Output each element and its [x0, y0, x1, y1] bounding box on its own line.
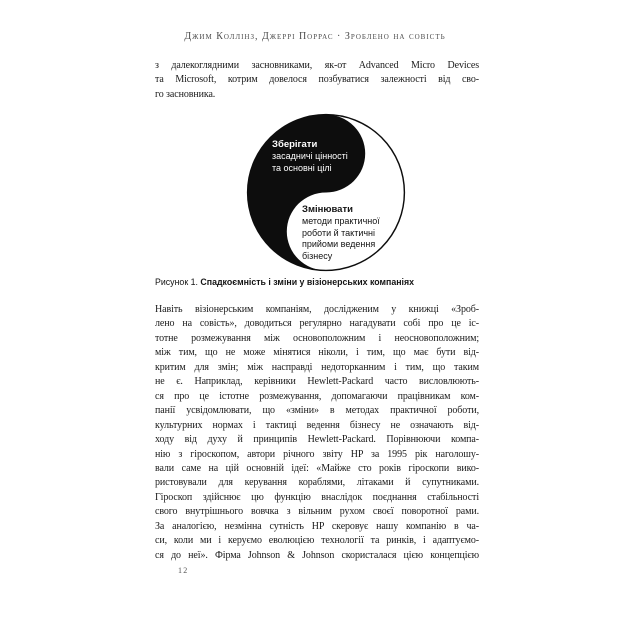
body-text-line: вали саме на цій основній ідеї: «Майже сто років гіроскопи вико-	[155, 462, 479, 474]
yin-yang-figure	[246, 113, 406, 272]
page-number: 12	[178, 566, 189, 575]
body-text-line: не є. Наприклад, керівники Hewlett-Packard часто висловлюють-	[155, 376, 479, 388]
body-text-line: ристовували для керування кораблями, літаками й супутниками.	[155, 477, 479, 489]
intro-paragraph	[155, 59, 479, 102]
body-text-line: нію з гіроскопом, автори річного звіту HP за 1995 рік наголошу-	[155, 448, 479, 460]
body-text-line: Гіроскоп здійснює цю функцію внаслідок поєднання стабільності	[155, 491, 479, 503]
running-header: Джим Коллінз, Джеррі Поррас · Зроблено на совість	[184, 31, 446, 42]
intro-text-line: з далекоглядними засновниками, як-от Advanced Micro Devices	[155, 60, 479, 71]
body-text-line: культурних нормах і тактиці ведення бізнесу не означають від-	[155, 419, 479, 431]
caption-prefix: Рисунок 1.	[155, 277, 198, 287]
change-label	[302, 204, 380, 262]
change-label-line: методи практичної	[302, 216, 380, 226]
body-text-line: ходу від духу й принципів Hewlett-Packard. Порівнюючи компа-	[155, 434, 479, 446]
preserve-label-line: засадничі цінності	[272, 151, 348, 161]
intro-text-line: та Microsoft, котрим довелося позбуватися залежності від сво-	[155, 74, 479, 86]
figure-caption	[155, 277, 479, 287]
body-text-line: критим для змін; між насправді недоторканним і тим, що таким	[155, 361, 479, 373]
change-label-line: бізнесу	[302, 250, 333, 261]
change-label-lines	[302, 216, 380, 262]
body-text-line: панії усвідомлювати, що «зміни» в методах практичної роботи,	[155, 405, 479, 417]
body-text-line: лено на совість», доводиться регулярно нагадувати собі про це іс-	[155, 318, 479, 330]
preserve-label-title: Зберігати	[272, 139, 318, 150]
body-text-line: свого внутрішнього вовчка з вільним рухом своєї поворотної рами.	[155, 506, 479, 518]
body-text-line: між тим, що не може мінятися ніколи, і тим, що має бути від-	[155, 347, 479, 359]
intro-text-line: го засновника.	[155, 88, 216, 100]
change-label-line: прийоми ведення	[302, 239, 376, 249]
body-text-line: ся до неї». Фірма Johnson & Johnson скористалася цією концепцією	[155, 549, 479, 561]
caption-title: Спадкоємність і зміни у візіонерських компаніях	[197, 277, 414, 287]
body-paragraph	[155, 303, 479, 563]
preserve-label-line: та основні цілі	[272, 162, 332, 173]
change-label-title: Змінювати	[302, 204, 353, 215]
change-label-line: роботи й тактичні	[302, 227, 376, 238]
body-text-line: ся про це істотне розмежування, допомагаючи працівникам ком-	[155, 390, 479, 402]
body-text-line: тотне розмежування між основоположним і неосновоположним;	[155, 332, 479, 344]
preserve-label	[272, 139, 348, 174]
preserve-label-lines	[272, 151, 348, 174]
body-text-line: За аналогією, незмінна сутність HP скеровує нашу компанію в ча-	[155, 520, 479, 532]
body-text-line: Навіть візіонерським компаніям, дослідженим у книжці «Зроб-	[155, 304, 479, 315]
body-text-line: си, коли ми і керуємо еволюцією технології та ринків, і адаптуємо-	[155, 535, 479, 547]
